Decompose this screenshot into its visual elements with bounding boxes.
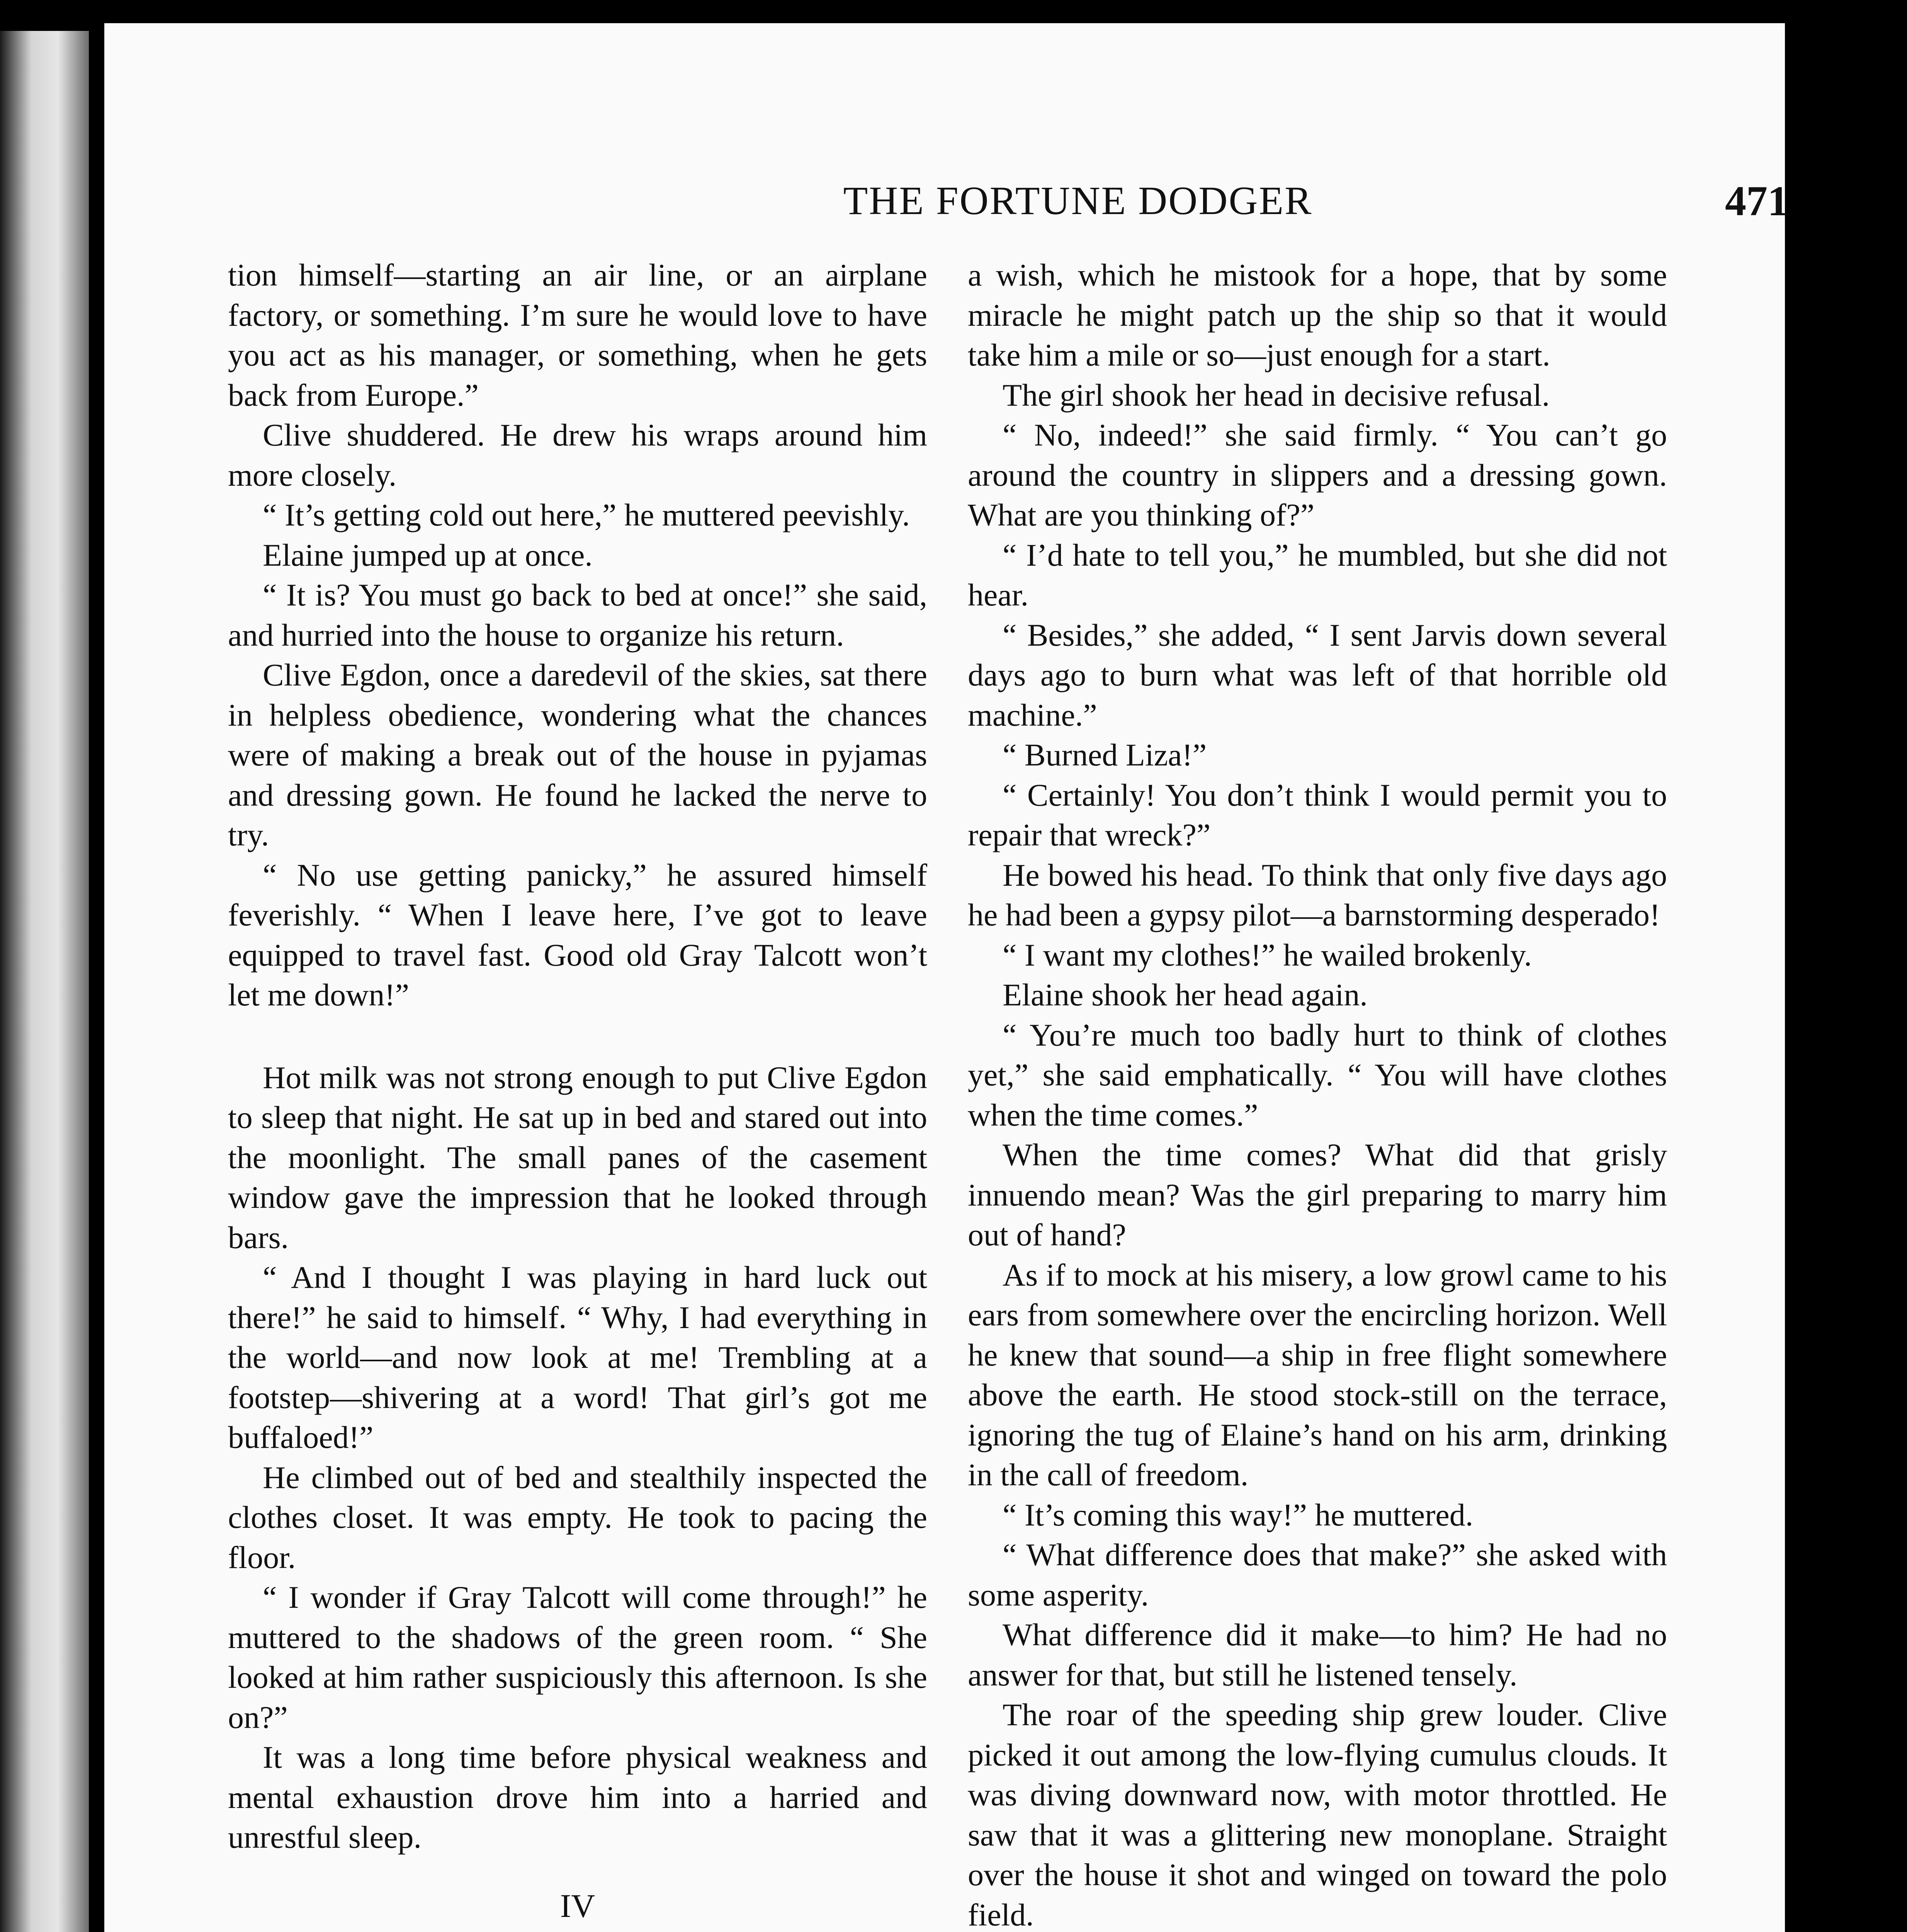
paragraph: What difference did it make—to him? He had no answer for that, but still he listened tensely. [968,1617,1667,1692]
paragraph: He bowed his head. To think that only five days ago he had been a gypsy pilot—a barnstorming desperado! [968,857,1667,932]
paragraph: “ I’d hate to tell you,” he mumbled, but she did not hear. [968,537,1667,612]
paragraph: “ Burned Liza!” [1003,737,1207,772]
paragraph: Clive Egdon, once a daredevil of the skies, sat there in helpless obedience, wondering what the chances were of making a break out of the house in pyjamas and dressing gown. He found he lacked the nerve to try. [228,657,927,852]
paragraph: Elaine shook her head again. [1003,977,1368,1012]
paragraph: Elaine jumped up at once. [263,537,593,573]
paragraph: “ It’s getting cold out here,” he muttered peevishly. [263,497,910,532]
paragraph: “ What difference does that make?” she asked with some asperity. [968,1537,1667,1612]
left-column [228,255,927,1932]
paragraph: Hot milk was not strong enough to put Clive Egdon to sleep that night. He sat up in bed and stared out into the moonlight. The small panes of the casement window gave the impression that he looked through bars. [228,1060,927,1255]
paragraph: “ It is? You must go back to bed at once!” she said, and hurried into the house to organize his return. [228,577,927,653]
paragraph: “ I wonder if Gray Talcott will come through!” he muttered to the shadows of the green room. “ She looked at him rather suspiciously this afternoon. Is she on?” [228,1580,927,1735]
paragraph: “ Certainly! You don’t think I would permit you to repair that wreck?” [968,777,1667,852]
paragraph: The roar of the speeding ship grew louder. Clive picked it out among the low-flying cumulus clouds. It was diving downward now, with motor throttled. He saw that it was a glittering new monoplane. Straight over the house it shot and winged on toward the polo field. [968,1697,1667,1932]
paragraph: “ I want my clothes!” he wailed brokenly. [1003,937,1532,973]
book-page [104,23,1789,1932]
paragraph: “ And I thought I was playing in hard luck out there!” he said to himself. “ Why, I had everything in the world—and now look at me! Trembling at a footstep—shivering at a word! That girl’s got me buffaloed!” [228,1260,927,1455]
right-column [968,255,1667,1932]
paragraph: As if to mock at his misery, a low growl came to his ears from somewhere over the encircling horizon. Well he knew that sound—a ship in free flight somewhere above the earth. He stood stock-still on the terrace, ignoring the tug of Elaine’s hand on his arm, drinking in the call of freedom. [968,1257,1667,1492]
section-heading: IV [560,1887,595,1924]
paragraph: “ Besides,” she added, “ I sent Jarvis down several days ago to burn what was left of that horrible old machine.” [968,617,1667,733]
paragraph: “ It’s coming this way!” he muttered. [1003,1497,1474,1532]
paragraph: “ No use getting panicky,” he assured himself feverishly. “ When I leave here, I’ve got to leave equipped to travel fast. Good old Gray Talcott won’t let me down!” [228,857,927,1012]
paragraph: a wish, which he mistook for a hope, that by some miracle he might patch up the ship so that it would take him a mile or so—just enough for a start. [968,257,1667,372]
paragraph: He climbed out of bed and stealthily inspected the clothes closet. It was empty. He took to pacing the floor. [228,1459,927,1575]
paragraph: tion himself—starting an air line, or an airplane factory, or something. I’m sure he would love to have you act as his manager, or something, when he gets back from Europe.” [228,257,927,413]
adjacent-page-edge [0,31,89,1932]
paragraph: When the time comes? What did that grisly innuendo mean? Was the girl preparing to marry him out of hand? [968,1137,1667,1252]
running-title: THE FORTUNE DODGER [843,179,1313,223]
paragraph: Clive shuddered. He drew his wraps around him more closely. [228,417,927,493]
paragraph: “ You’re much too badly hurt to think of clothes yet,” she said emphatically. “ You will have clothes when the time comes.” [968,1017,1667,1133]
paragraph: The girl shook her head in decisive refusal. [1003,377,1550,413]
paragraph: It was a long time before physical weakness and mental exhaustion drove him into a harried and unrestful sleep. [228,1740,927,1855]
page-number: 471 [1725,177,1789,224]
paragraph: “ No, indeed!” she said firmly. “ You can’t go around the country in slippers and a dressing gown. What are you thinking of?” [968,417,1667,532]
